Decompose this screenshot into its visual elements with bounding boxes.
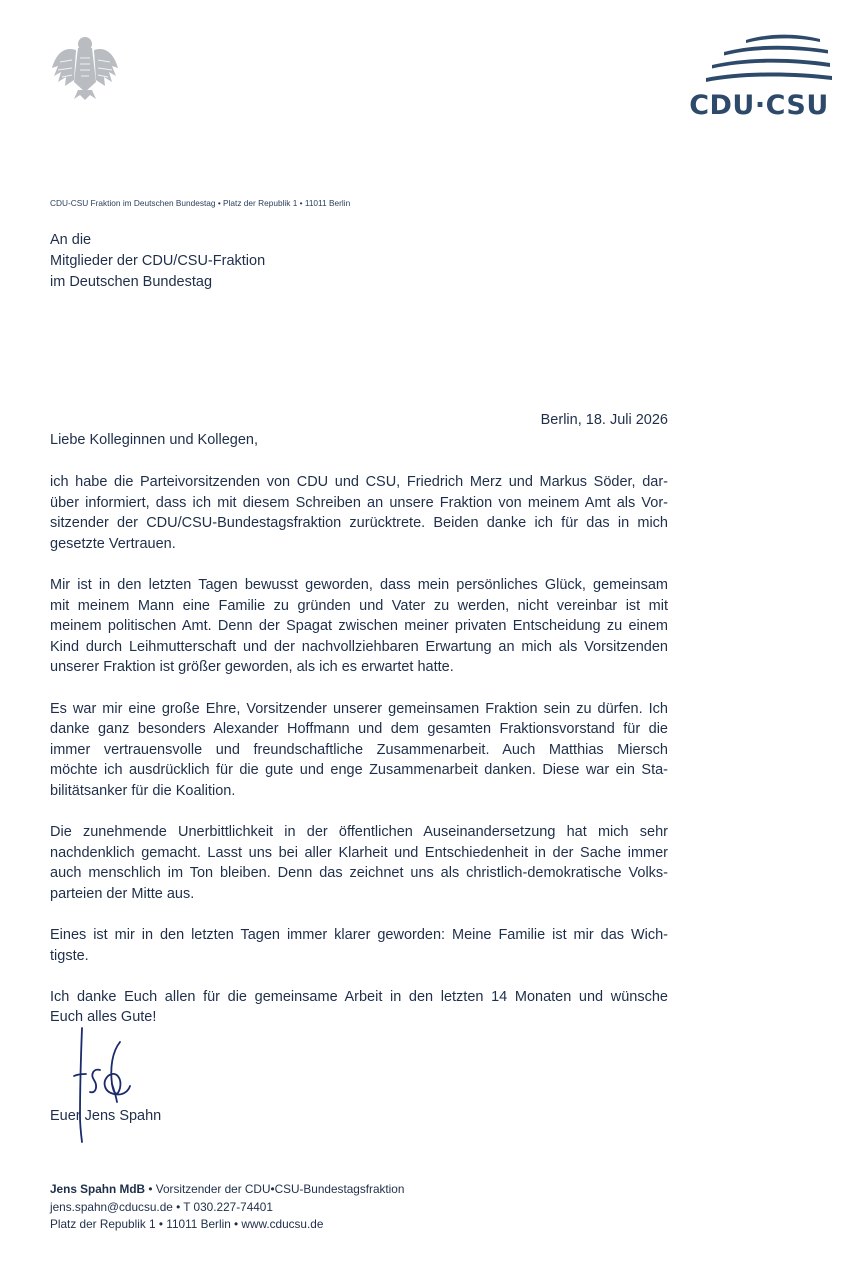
- cdu-csu-logo: [684, 30, 834, 122]
- footer-address: Platz der Republik 1 • 11011 Berlin • www.cducsu.de: [50, 1217, 324, 1231]
- text-line: ich habe die Parteivorsitzenden von CDU und CSU, Friedrich Merz und Markus Söder, dar-: [50, 474, 668, 490]
- logo-swoosh-icon: [684, 30, 834, 90]
- text-line: möchte ich ausdrücklich für die gute und enge Zusammenarbeit danken. Diese war ein Sta-: [50, 762, 668, 779]
- paragraph: [50, 925, 668, 966]
- text-line: danke ganz besonders Alexander Hoffmann und dem gesamten Fraktionsvorstand für die: [50, 721, 668, 738]
- text-line: Ich danke Euch allen für die gemeinsame Arbeit in den letzten 14 Monaten und wünsche: [50, 988, 668, 1005]
- text-line: Euch alles Gute!: [50, 1009, 157, 1026]
- paragraph: [50, 472, 668, 554]
- text-line: Die zunehmende Unerbittlichkeit in der öffentlichen Auseinandersetzung hat mich sehr: [50, 824, 668, 841]
- text-line: bilitätsanker für die Koalition.: [50, 782, 236, 799]
- text-line: tigste.: [50, 947, 89, 964]
- recipient-address: [50, 230, 265, 293]
- paragraph: [50, 699, 668, 802]
- footer-contact: jens.spahn@cducsu.de • T 030.227-74401: [50, 1199, 273, 1214]
- footer-name: Jens Spahn MdB: [50, 1182, 146, 1196]
- paragraph: [50, 575, 668, 678]
- sender-return-address: CDU-CSU Fraktion im Deutschen Bundestag • Platz der Republik 1 • 11011 Berlin: [50, 198, 351, 208]
- text-line: parteien der Mitte aus.: [50, 885, 195, 902]
- salutation: Liebe Kolleginnen und Kollegen,: [50, 432, 259, 448]
- footer: [50, 1181, 404, 1234]
- text-line: Mir ist in den letzten Tagen bewusst geworden, dass mein persönliches Glück, gemeinsam: [50, 576, 668, 593]
- text-line: unserer Fraktion ist größer geworden, als ich es erwartet hatte.: [50, 659, 454, 676]
- text-line: über informiert, dass ich mit diesem Schreiben an unsere Fraktion von meinem Amt als Vor-: [50, 494, 668, 511]
- recipient-line: An die: [50, 232, 92, 248]
- paragraph: [50, 822, 668, 904]
- text-line: immer vertrauensvolle und freundschaftliche Zusammenarbeit. Auch Matthias Miersch: [50, 741, 668, 758]
- paragraph: [50, 987, 668, 1028]
- handwritten-signature: [60, 1024, 140, 1144]
- text-line: Kind durch Leihmutterschaft und der nachvollziehbaren Erwartung an mich als Vorsitzenden: [50, 638, 668, 655]
- text-line: Es war mir eine große Ehre, Vorsitzender unserer gemeinsamen Fraktion sein zu dürfen. Ich: [50, 700, 668, 717]
- text-line: nachdenklich gemacht. Lasst uns bei aller Klarheit und Entschiedenheit in der Sache immer: [50, 844, 668, 861]
- text-line: sitzender der CDU/CSU-Bundestagsfraktion zurücktrete. Beiden danke ich für das in mich: [50, 515, 668, 532]
- text-line: Eines ist mir in den letzten Tagen immer klarer geworden: Meine Familie ist mir das Wich-: [50, 927, 668, 944]
- letter-date: Berlin, 18. Juli 2026: [540, 412, 668, 428]
- text-line: mit meinem Mann eine Familie zu gründen und Vater zu werden, nicht vereinbar ist mit: [50, 597, 668, 614]
- footer-title: • Vorsitzender der CDU•CSU-Bundestagsfraktion: [145, 1182, 405, 1196]
- recipient-line: Mitglieder der CDU/CSU-Fraktion: [50, 253, 266, 269]
- closing-signature-name: Euer Jens Spahn: [50, 1108, 162, 1124]
- footer-name-line: [50, 1181, 404, 1199]
- recipient-line: im Deutschen Bundestag: [50, 274, 213, 290]
- bundestag-eagle-icon: [50, 32, 120, 100]
- logo-text: CDU·CSU: [689, 90, 829, 121]
- text-line: gesetzte Vertrauen.: [50, 535, 176, 552]
- text-line: auch menschlich im Ton bleiben. Denn das zeichnet uns als christlich-demokratische Volks-: [50, 865, 668, 882]
- text-line: meinem politischen Amt. Denn der Spagat zwischen meiner privaten Entscheidung zu einem: [50, 618, 668, 635]
- letter-body: [50, 472, 668, 1049]
